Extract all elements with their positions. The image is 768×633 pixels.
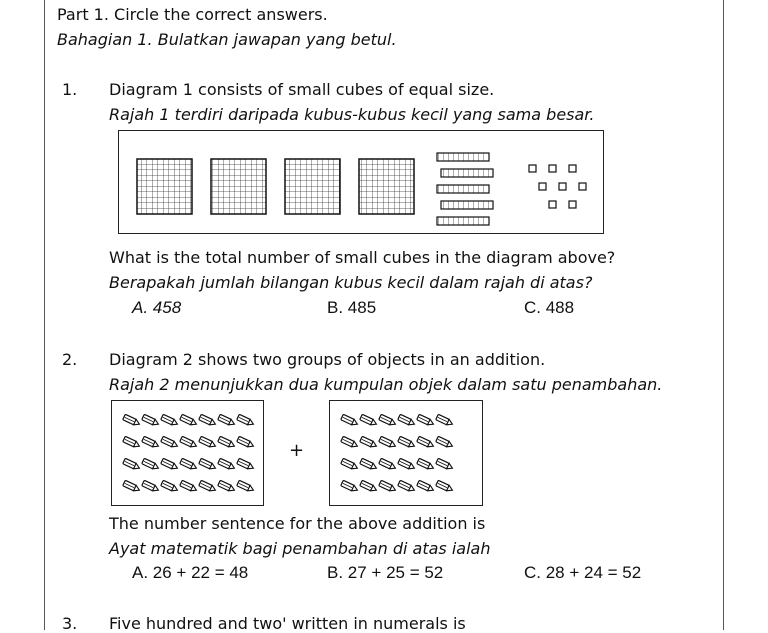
q1-option-b[interactable]: B. 485 <box>327 298 377 317</box>
pencil-icon <box>142 480 160 493</box>
pencil-group-left <box>112 401 272 511</box>
unit-cube <box>549 201 556 208</box>
base-ten-blocks <box>119 131 609 241</box>
pencil-icon <box>199 436 217 449</box>
unit-cubes <box>529 165 586 208</box>
pencil-group-right <box>330 401 490 511</box>
pencil-icon <box>123 414 141 427</box>
ten-rod <box>437 217 489 225</box>
pencil-icon <box>142 436 160 449</box>
unit-cube <box>549 165 556 172</box>
pencil-icon <box>237 414 255 427</box>
q2-group-right-box <box>329 400 483 506</box>
q2-option-c[interactable]: C. 28 + 24 = 52 <box>524 563 642 582</box>
pencil-icon <box>436 458 454 471</box>
pencil-icon <box>398 458 416 471</box>
pencil-icon <box>218 436 236 449</box>
pencil-icon <box>237 458 255 471</box>
pencil-icon <box>161 480 179 493</box>
q1-text-ms: Rajah 1 terdiri daripada kubus-kubus kecil yang sama besar. <box>109 105 595 124</box>
pencil-icon <box>199 480 217 493</box>
part-title-ms: Bahagian 1. Bulatkan jawapan yang betul. <box>57 30 397 49</box>
q2-option-b[interactable]: B. 27 + 25 = 52 <box>327 563 444 582</box>
unit-cube <box>539 183 546 190</box>
pencil-icon <box>398 414 416 427</box>
q1-number: 1. <box>62 80 78 99</box>
pencil-icon <box>436 414 454 427</box>
q3-number: 3. <box>62 614 78 633</box>
pencil-icon <box>237 480 255 493</box>
pencil-icon <box>379 414 397 427</box>
q2-text-ms: Rajah 2 menunjukkan dua kumpulan objek dalam satu penambahan. <box>109 375 663 394</box>
pencil-icon <box>341 458 359 471</box>
ten-rod <box>441 201 493 209</box>
q1-text: Diagram 1 consists of small cubes of equal size. <box>109 80 495 99</box>
q1-option-a[interactable]: A. 458 <box>132 298 182 317</box>
pencil-icon <box>436 480 454 493</box>
pencil-icon <box>341 436 359 449</box>
q1-diagram-box <box>118 130 604 234</box>
pencil-icon <box>218 458 236 471</box>
pencil-icon <box>142 414 160 427</box>
pencil-icon <box>199 458 217 471</box>
ten-rod <box>437 185 489 193</box>
pencil-icon <box>417 480 435 493</box>
pencil-icon <box>341 480 359 493</box>
pencil-icon <box>360 436 378 449</box>
hundred-flat <box>359 159 414 214</box>
q2-group-left-box <box>111 400 264 506</box>
hundred-flat <box>211 159 266 214</box>
pencil-icon <box>180 458 198 471</box>
pencil-icon <box>417 458 435 471</box>
pencil-icon <box>161 414 179 427</box>
q2-number: 2. <box>62 350 78 369</box>
pencil-icon <box>123 436 141 449</box>
pencil-icon <box>417 436 435 449</box>
q2-question-ms: Ayat matematik bagi penambahan di atas ialah <box>109 539 491 558</box>
q2-text: Diagram 2 shows two groups of objects in an addition. <box>109 350 546 369</box>
pencil-icon <box>123 458 141 471</box>
pencil-icon <box>360 414 378 427</box>
q1-option-c[interactable]: C. 488 <box>524 298 575 317</box>
q2-plus-sign: + <box>289 440 305 461</box>
unit-cube <box>529 165 536 172</box>
part-title: Part 1. Circle the correct answers. <box>57 5 328 24</box>
q2-question: The number sentence for the above addition is <box>109 514 486 533</box>
hundred-flat <box>137 159 192 214</box>
unit-cube <box>579 183 586 190</box>
pencil-icon <box>180 480 198 493</box>
pencil-icon <box>379 436 397 449</box>
left-margin-line <box>44 0 45 630</box>
pencil-icon <box>398 480 416 493</box>
pencil-icon <box>180 436 198 449</box>
pencil-icon <box>360 480 378 493</box>
q1-question-ms: Berapakah jumlah bilangan kubus kecil dalam rajah di atas? <box>109 273 593 292</box>
q1-question: What is the total number of small cubes in the diagram above? <box>109 248 616 267</box>
pencil-icon <box>199 414 217 427</box>
pencil-icon <box>218 414 236 427</box>
pencil-icon <box>436 436 454 449</box>
pencil-icon <box>161 436 179 449</box>
unit-cube <box>569 165 576 172</box>
pencil-icon <box>180 414 198 427</box>
ten-rods <box>437 153 493 225</box>
pencil-icon <box>237 436 255 449</box>
pencil-icon <box>142 458 160 471</box>
ten-rod <box>437 153 489 161</box>
q2-option-a[interactable]: A. 26 + 22 = 48 <box>132 563 249 582</box>
hundred-flats <box>137 159 414 214</box>
pencil-icon <box>161 458 179 471</box>
q3-text: Five hundred and two' written in numerals is <box>109 614 466 633</box>
pencil-icon <box>398 436 416 449</box>
unit-cube <box>569 201 576 208</box>
pencil-icon <box>341 414 359 427</box>
ten-rod <box>441 169 493 177</box>
pencil-icon <box>379 480 397 493</box>
pencil-icon <box>360 458 378 471</box>
pencil-icon <box>417 414 435 427</box>
pencil-icon <box>379 458 397 471</box>
unit-cube <box>559 183 566 190</box>
hundred-flat <box>285 159 340 214</box>
right-margin-line <box>723 0 724 630</box>
pencil-icon <box>218 480 236 493</box>
pencil-icon <box>123 480 141 493</box>
